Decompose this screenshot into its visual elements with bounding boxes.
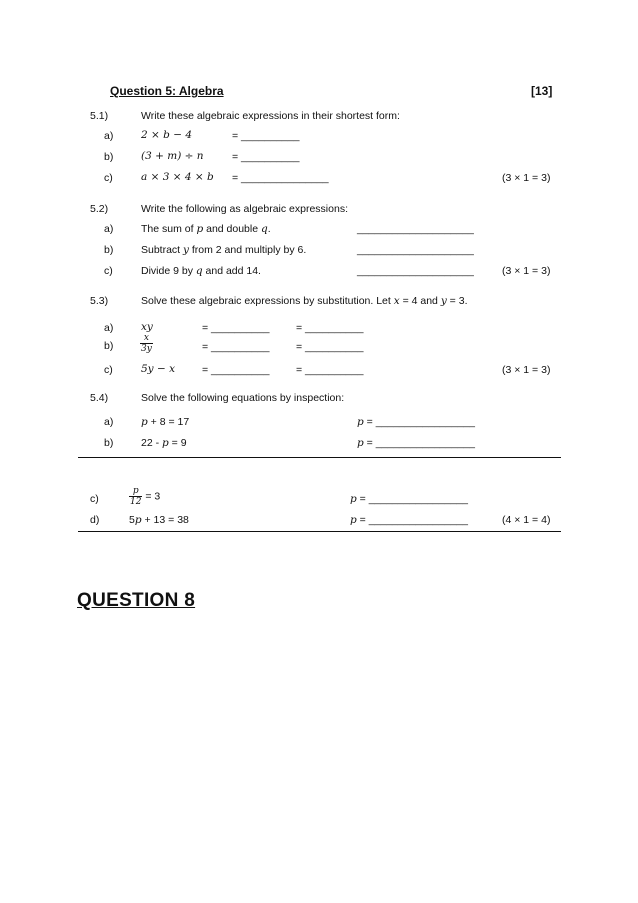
answer-line: ____________________ xyxy=(357,265,474,277)
answer-line: = __________ xyxy=(202,364,270,376)
answer-line: = __________ xyxy=(296,322,364,334)
section-number-5-3: 5.3) xyxy=(90,295,109,307)
expression: a × 3 × 4 × b xyxy=(141,171,214,183)
item-label: c) xyxy=(90,493,99,505)
item-label: c) xyxy=(104,172,113,184)
item-label: b) xyxy=(104,244,114,256)
section-number-5-4: 5.4) xyxy=(90,392,109,404)
fraction-equation: $\frac{p}{12}$ = 3 xyxy=(130,486,161,507)
answer-line: = __________ xyxy=(232,151,300,163)
section-divider xyxy=(78,457,561,458)
section-number-5-2: 5.2) xyxy=(90,203,109,215)
marks-allocation: (3 × 1 = 3) xyxy=(502,172,551,184)
fraction-expression: $\frac{x}{3y}$ xyxy=(141,333,152,354)
item-label: a) xyxy=(104,223,114,235)
equation: 22 - p = 9 xyxy=(141,437,187,449)
section-number-5-1: 5.1) xyxy=(90,110,109,122)
item-label: c) xyxy=(104,265,113,277)
section-instruction-5-3: Solve these algebraic expressions by substitution. Let x = 4 and y = 3. xyxy=(141,295,468,307)
marks-allocation: (4 × 1 = 4) xyxy=(502,514,551,526)
item-label: b) xyxy=(104,151,114,163)
item-label: a) xyxy=(104,130,114,142)
answer-line: ____________________ xyxy=(357,223,474,235)
answer-line: ____________________ xyxy=(357,244,474,256)
answer-line: = __________ xyxy=(202,322,270,334)
expression: xy xyxy=(141,321,153,333)
item-text: Divide 9 by q and add 14. xyxy=(141,265,261,277)
answer-line: = __________ xyxy=(296,364,364,376)
item-label: b) xyxy=(104,340,114,352)
item-label: a) xyxy=(104,416,114,428)
equation: 5p + 13 = 38 xyxy=(129,514,189,526)
item-label: a) xyxy=(104,322,114,334)
section-instruction-5-4: Solve the following equations by inspection: xyxy=(141,392,345,404)
next-question-heading: QUESTION 8 xyxy=(77,590,196,611)
item-label: d) xyxy=(90,514,100,526)
question-title: Question 5: Algebra xyxy=(110,84,224,98)
equation-answer: p = _________________ xyxy=(350,514,468,526)
answer-line: = __________ xyxy=(232,130,300,142)
marks-allocation: (3 × 1 = 3) xyxy=(502,364,551,376)
equation-answer: p = _________________ xyxy=(357,437,475,449)
section-instruction-5-2: Write the following as algebraic expressions: xyxy=(141,203,348,215)
expression: (3 + m) ÷ n xyxy=(141,150,204,162)
item-label: b) xyxy=(104,437,114,449)
answer-line: = __________ xyxy=(296,341,364,353)
section-divider xyxy=(78,531,561,532)
equation-answer: p = _________________ xyxy=(357,416,475,428)
section-instruction-5-1: Write these algebraic expressions in their shortest form: xyxy=(141,110,400,122)
equation-answer: p = _________________ xyxy=(350,493,468,505)
marks-allocation: (3 × 1 = 3) xyxy=(502,265,551,277)
answer-line: = _______________ xyxy=(232,172,329,184)
answer-line: = __________ xyxy=(202,341,270,353)
question-total-marks: [13] xyxy=(531,84,553,98)
equation: p + 8 = 17 xyxy=(141,416,190,428)
item-text: Subtract y from 2 and multiply by 6. xyxy=(141,244,307,256)
item-text: The sum of p and double q. xyxy=(141,223,271,235)
expression: 2 × b − 4 xyxy=(141,129,193,141)
expression: 5y − x xyxy=(141,363,176,375)
item-label: c) xyxy=(104,364,113,376)
